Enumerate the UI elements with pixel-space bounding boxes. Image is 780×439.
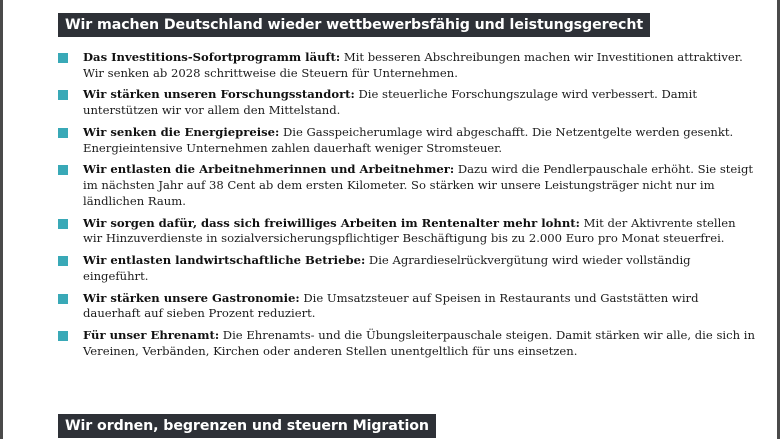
list-item [58, 216, 758, 247]
item-lead: Wir stärken unsere Gastronomie: [83, 290, 300, 305]
square-bullet-icon [58, 219, 68, 229]
item-text: Die Gasspeicherumlage wird abgeschafft. Die Netzentgelte werden gesenkt. Energieintensive Unternehmen zahlen dauerhaft weniger Stromsteuer. [83, 124, 734, 155]
item-text: Die Agrardieselrückvergütung wird wieder vollständig eingeführt. [83, 253, 691, 283]
list-item [58, 328, 758, 359]
square-bullet-icon [58, 165, 68, 175]
list-item [58, 162, 758, 209]
item-text: Die Ehrenamts- und die Übungsleiterpauschale steigen. Damit stärken wir alle, die sich in Vereinen, Verbänden, Kirchen oder anderen Stellen unentgeltlich für uns einsetzen. [83, 327, 755, 358]
page-edge-left [0, 0, 3, 439]
item-lead: Wir senken die Energiepreise: [83, 124, 280, 139]
item-text: Mit besseren Abschreibungen machen wir Investitionen attraktiver. Wir senken ab 2028 schrittweise die Steuern für Unternehmen. [83, 50, 743, 80]
square-bullet-icon [58, 53, 68, 63]
item-lead: Wir entlasten die Arbeitnehmerinnen und Arbeitnehmer: [83, 162, 455, 177]
list-item [58, 291, 758, 322]
item-text: Die steuerliche Forschungszulage wird verbessert. Damit unterstützen wir vor allem den Mittelstand. [83, 87, 698, 118]
square-bullet-icon [58, 128, 68, 138]
item-lead: Für unser Ehrenamt: [83, 327, 220, 342]
square-bullet-icon [58, 331, 68, 341]
item-lead: Das Investitions-Sofortprogramm läuft: [83, 50, 341, 64]
section-title-migration: Wir ordnen, begrenzen und steuern Migration [58, 414, 436, 438]
list-item [58, 253, 758, 284]
item-lead: Wir sorgen dafür, dass sich freiwilliges Arbeiten im Rentenalter mehr lohnt: [83, 215, 580, 230]
list-item [58, 125, 758, 156]
square-bullet-icon [58, 256, 68, 266]
item-lead: Wir stärken unseren Forschungsstandort: [83, 87, 355, 102]
list-item [58, 87, 758, 118]
square-bullet-icon [58, 294, 68, 304]
item-text: Die Umsatzsteuer auf Speisen in Restaurants und Gaststätten wird dauerhaft auf sieben Prozent reduziert. [83, 290, 699, 321]
item-text: Mit der Aktivrente stellen wir Hinzuverdienste in sozialversicherungspflichtiger Beschäftigung bis zu 2.000 Euro pro Monat steuerfrei. [83, 215, 736, 246]
list-item [58, 50, 758, 81]
square-bullet-icon [58, 90, 68, 100]
bullet-list [58, 50, 758, 365]
item-lead: Wir entlasten landwirtschaftliche Betriebe: [83, 253, 366, 268]
item-text: Dazu wird die Pendlerpauschale erhöht. Sie steigt im nächsten Jahr auf 38 Cent ab dem ersten Kilometer. So stärken wir unsere Leistungsträger nicht nur im ländlichen Raum. [83, 162, 754, 208]
section-title-competitiveness: Wir machen Deutschland wieder wettbewerbsfähig und leistungsgerecht [58, 13, 650, 37]
